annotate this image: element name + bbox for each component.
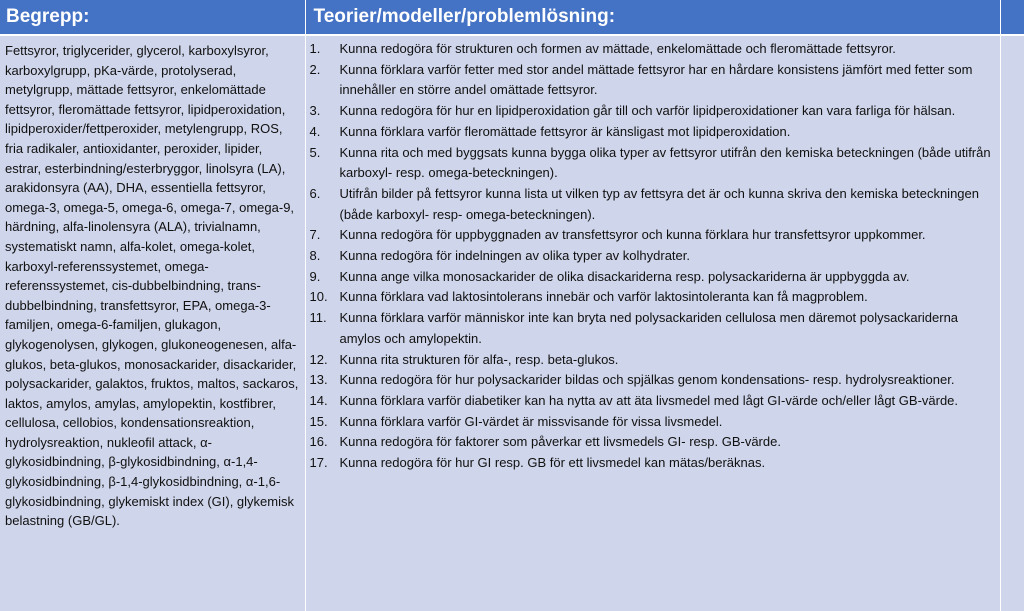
- goal-text: Kunna förklara varför fetter med stor andel mättade fettsyror har en hårdare konsistens jämfört med fetter som innehåller en större andel omättade fettsyror.: [339, 61, 973, 98]
- goal-item: [306, 308, 1000, 349]
- goal-number: 12.: [309, 351, 328, 367]
- goal-item: [306, 391, 1000, 412]
- goal-number: 9.: [309, 268, 321, 284]
- goal-number: 13.: [309, 372, 328, 388]
- goal-number: 14.: [309, 392, 328, 408]
- goal-text: Kunna redogöra för indelningen av olika typer av kolhydrater.: [339, 248, 690, 264]
- goal-number: 4.: [309, 123, 321, 139]
- goal-number: 5.: [309, 144, 321, 160]
- goal-text: Kunna förklara varför människor inte kan bryta ned polysackariden cellulosa men däremot polysackariderna amylos och amylopektin.: [339, 310, 959, 346]
- goal-text: Utifrån bilder på fettsyror kunna lista ut vilken typ av fettsyra det är och kunna skriva den kemiska beteckningen (både karboxyl- resp- omega-beteckningen).: [339, 185, 979, 222]
- goal-text: Kunna redogöra för hur GI resp. GB för ett livsmedel kan mätas/beräknas.: [339, 455, 766, 471]
- goal-number: 17.: [309, 455, 328, 471]
- goal-item: [306, 453, 1000, 474]
- goals-list: [306, 36, 1000, 474]
- goal-text: Kunna ange vilka monosackarider de olika disackariderna resp. polysackariderna är uppbyggda av.: [339, 268, 910, 284]
- empty-cell: [1000, 35, 1024, 611]
- terms-cell: [0, 35, 305, 611]
- goal-text: Kunna förklara varför fleromättade fettsyror är känsligast mot lipidperoxidation.: [339, 123, 791, 139]
- goal-number: 2.: [309, 61, 321, 77]
- header-teorier: Teorier/modeller/problemlösning:: [305, 0, 1000, 35]
- goal-item: [306, 267, 1000, 288]
- goal-text: Kunna redogöra för faktorer som påverkar ett livsmedels GI- resp. GB-värde.: [339, 434, 781, 450]
- body-row: [0, 35, 1024, 611]
- goal-text: Kunna förklara vad laktosintolerans innebär och varför laktosintoleranta kan få magproblem.: [339, 289, 868, 305]
- goal-number: 7.: [309, 227, 321, 243]
- goal-text: Kunna redogöra för hur en lipidperoxidation går till och varför lipidperoxidationer kan vara farliga för hälsan.: [339, 103, 956, 119]
- goal-item: [306, 350, 1000, 371]
- goal-item: [306, 370, 1000, 391]
- goal-item: [306, 39, 1000, 60]
- goal-item: [306, 246, 1000, 267]
- goal-number: 6.: [309, 185, 321, 201]
- goal-text: Kunna förklara varför diabetiker kan ha nytta av att äta livsmedel med lågt GI-värde och/eller lågt GB-värde.: [339, 392, 959, 408]
- goal-text: Kunna rita och med byggsats kunna bygga olika typer av fettsyror utifrån den kemiska beteckningen (både utifrån karboxyl- resp. omega-beteckningen).: [339, 144, 991, 181]
- goal-number: 10.: [309, 289, 328, 305]
- goal-number: 3.: [309, 103, 321, 119]
- goal-number: 11.: [309, 310, 327, 326]
- goal-item: [306, 143, 1000, 184]
- goal-item: [306, 412, 1000, 433]
- header-empty: [1000, 0, 1024, 35]
- goal-number: 1.: [309, 41, 321, 56]
- terms-text: Fettsyror, triglycerider, glycerol, karboxylsyror, karboxylgrupp, pKa-värde, protolyserad, metylgrupp, mättade fettsyror, enkelomättade fettsyror, fleromättade fettsyror, lipidperoxidation, lipidperoxider/fettperoxider, metylengrupp, ROS, fria radikaler, antioxidanter, peroxider, lipider, estrar, esterbindning/esterbryggor, linolsyra (LA), arakidonsyra (AA), DHA, essentiella fettsyror, omega-3, omega-5, omega-6, omega-7, omega-9, härdning, alfa-linolensyra (ALA), trivialnamn, systematiskt namn, alfa-kolet, omega-kolet, karboxyl-referenssystemet, omega-referenssystemet, cis-dubbelbindning, trans-dubbelbindning, transfettsyror, EPA, omega-3-familjen, omega-6-familjen, glukagon, glykogenolysen, glykogen, glukoneogenesen, alfa-glukos, beta-glukos, monosackarider, disackarider, polysackarider, galaktos, fruktos, maltos, sackaros, laktos, amylos, amylas, amylopektin, kostfibrer, cellulosa, cellobios, kondensationsreaktion, hydrolysreaktion, nukleofil attack, α-glykosidbindning, β-glykosidbindning, α-1,4-glykosidbindning, β-1,4-glykosidbindning, α-1,6-glykosidbindning, glykemiskt index (GI), glykemisk belastning (GB/GL).: [5, 43, 299, 529]
- goal-item: [306, 184, 1000, 225]
- header-begrepp: Begrepp:: [0, 0, 305, 35]
- goal-text: Kunna redogöra för strukturen och formen av mättade, enkelomättade och fleromättade fettsyror.: [339, 41, 896, 56]
- goal-text: Kunna redogöra för hur polysackarider bildas och spjälkas genom kondensations- resp. hydrolysreaktioner.: [339, 372, 955, 388]
- goal-item: [306, 122, 1000, 143]
- header-row: [0, 0, 1024, 35]
- goal-item: [306, 432, 1000, 453]
- goal-item: [306, 287, 1000, 308]
- goal-text: Kunna förklara varför GI-värdet är missvisande för vissa livsmedel.: [339, 413, 723, 429]
- goal-number: 15.: [309, 413, 328, 429]
- goal-item: [306, 101, 1000, 122]
- goal-text: Kunna rita strukturen för alfa-, resp. beta-glukos.: [339, 351, 619, 367]
- goal-number: 16.: [309, 434, 328, 450]
- goal-text: Kunna redogöra för uppbyggnaden av transfettsyror och kunna förklara hur transfettsyror uppkommer.: [339, 227, 926, 243]
- goal-number: 8.: [309, 248, 321, 264]
- goals-cell: [305, 35, 1000, 611]
- goal-item: [306, 60, 1000, 101]
- goal-item: [306, 225, 1000, 246]
